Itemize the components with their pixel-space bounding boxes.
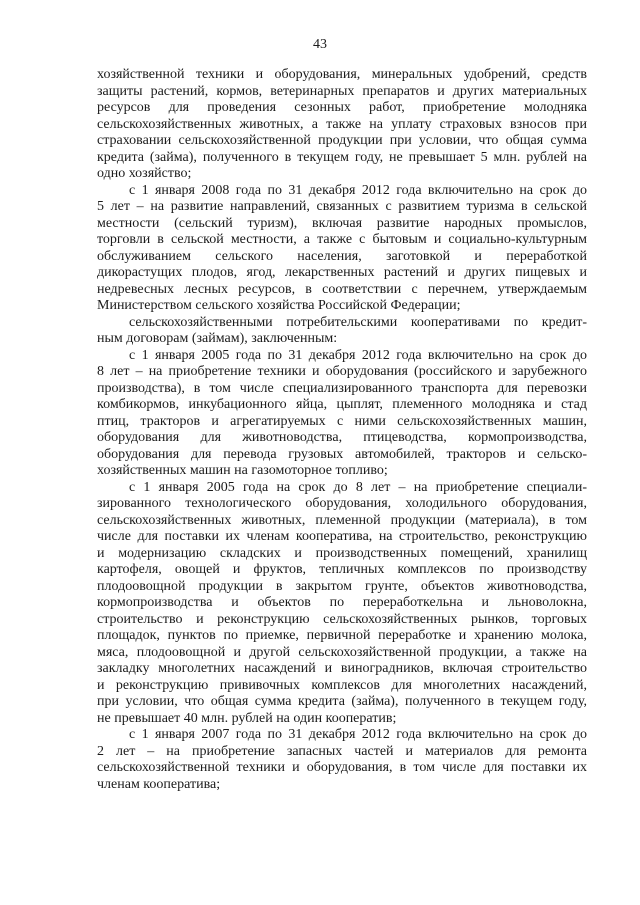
paragraph	[97, 67, 587, 183]
text-line: страховании сельскохозяйственной продукции при условии, что общая сумма	[97, 133, 587, 148]
text-line: и реконструкцию прививочных комплексов для многолетних насаждений,	[97, 677, 587, 693]
text-line: закладку многолетних насаждений и виноградников, включая строительство	[97, 661, 587, 676]
text-line: одно хозяйство;	[97, 166, 192, 181]
text-line: местности (сельский туризм), включая развитие народных промыслов,	[97, 215, 587, 231]
text-line: обслуживанием сельского населения, заготовкой и переработкой	[97, 248, 587, 264]
text-line: хозяйственной техники и оборудования, минеральных удобрений, средств	[97, 67, 587, 82]
text-line: строительство и реконструкцию сельскохозяйственных рынков, торговых	[97, 611, 587, 627]
text-line: хозяйственных машин на газомоторное топливо;	[97, 463, 388, 478]
text-line: с 1 января 2005 года по 31 декабря 2012 года включительно на срок до	[129, 347, 587, 363]
text-line: оборудования для перевода грузовых автомобилей, тракторов и сельско-	[97, 446, 587, 462]
text-line: ным договорам (займам), заключенным:	[97, 331, 338, 346]
text-line: числе для поставки их членам кооператива, на строительство, реконструкцию	[97, 529, 587, 544]
document-body	[97, 67, 587, 793]
paragraph	[97, 183, 587, 315]
text-line: площадок, пунктов по приемке, первичной переработке и хранению молока,	[97, 628, 587, 643]
paragraph	[97, 480, 587, 728]
text-line: с 1 января 2008 года по 31 декабря 2012 года включительно на срок до	[129, 182, 587, 198]
text-line: 8 лет – на приобретение техники и оборудования (российского и зарубежного	[97, 364, 587, 379]
text-line: оборудования для животноводства, птицеводства, кормопроизводства,	[97, 430, 587, 445]
text-line: кредита (займа), полученного в текущем году, не превышает 5 млн. рублей на	[97, 149, 587, 165]
text-line: не превышает 40 млн. рублей на один кооператив;	[97, 710, 397, 726]
text-line: сельскохозяйственными потребительскими кооперативами по кредит-	[129, 314, 587, 330]
text-line: комбикормов, инкубационного яйца, цыплят, племенного молодняка и стад	[97, 397, 587, 412]
text-line: сельскохозяйственных животных, а также на уплату страховых взносов при	[97, 116, 587, 132]
text-line: с 1 января 2005 года на срок до 8 лет – на приобретение специали-	[129, 479, 587, 495]
paragraph	[97, 727, 587, 793]
text-line: производства), в том числе специализированного транспорта для перевозки	[97, 380, 587, 396]
text-line: сельскохозяйственных животных, племенной продукции (материала), в том	[97, 512, 587, 528]
text-line: 2 лет – на приобретение запасных частей и материалов для ремонта	[97, 743, 587, 759]
text-line: зированного технологического оборудования, холодильного оборудования,	[97, 496, 587, 511]
text-line: кормопроизводства и объектов по переработкельна и льноволокна,	[97, 595, 587, 610]
paragraph	[97, 348, 587, 480]
text-line: торговли в сельской местности, а также с бытовым и социально-культурным	[97, 232, 587, 247]
text-line: недревесных лесных ресурсов, в соответствии с перечнем, утверждаемым	[97, 281, 587, 297]
text-line: членам кооператива;	[97, 776, 221, 792]
text-line: Министерством сельского хозяйства Российской Федерации;	[97, 298, 461, 313]
text-line: с 1 января 2007 года по 31 декабря 2012 года включительно на срок до	[129, 727, 587, 742]
text-line: сельскохозяйственной техники и оборудования, в том числе для поставки их	[97, 760, 587, 775]
text-line: и модернизацию складских и производственных помещений, хранилищ	[97, 545, 587, 561]
text-line: при условии, что общая сумма кредита (займа), полученного в текущем году,	[97, 694, 587, 709]
text-line: птиц, тракторов и агрегатируемых с ними сельскохозяйственных машин,	[97, 413, 587, 429]
text-line: защиты растений, кормов, ветеринарных препаратов и других материальных	[97, 83, 587, 99]
text-line: 5 лет – на развитие направлений, связанных с развитием туризма в сельской	[97, 199, 587, 214]
page-number: 43	[313, 37, 327, 52]
text-line: ресурсов для проведения сезонных работ, приобретение молодняка	[97, 100, 587, 115]
text-line: картофеля, овощей и фруктов, тепличных комплексов по производству	[97, 562, 587, 577]
text-line: мяса, плодоовощной и другой сельскохозяйственной продукции, а также на	[97, 644, 587, 660]
text-line: дикорастущих плодов, ягод, лекарственных растений и других пищевых и	[97, 265, 587, 280]
text-line: плодоовощной продукции в закрытом грунте, объектов животноводства,	[97, 578, 587, 594]
paragraph	[97, 315, 587, 348]
